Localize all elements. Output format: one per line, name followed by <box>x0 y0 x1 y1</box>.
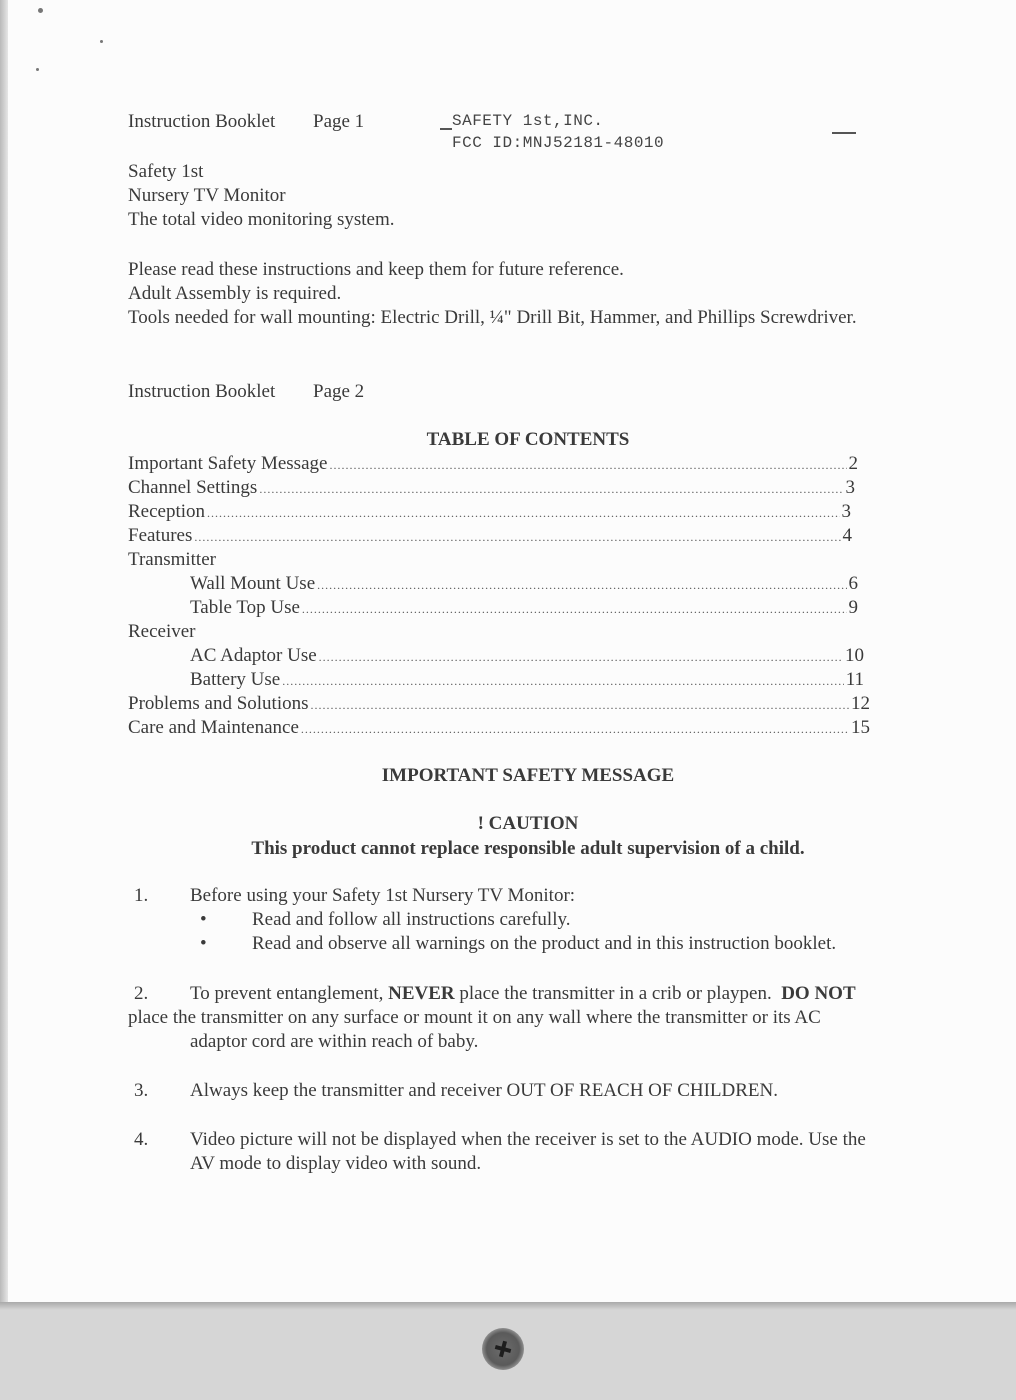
toc-entry-label: Features <box>128 525 193 546</box>
toc-dot-leader <box>282 669 843 693</box>
product-tagline: The total video monitoring system. <box>128 209 395 230</box>
item-2-donot: DO NOT <box>781 983 856 1004</box>
scan-speck <box>36 68 39 71</box>
scan-speck <box>100 40 103 43</box>
page-bottom-edge <box>0 1302 1016 1310</box>
toc-entry-page: 3 <box>841 501 851 522</box>
toc-entry-page: 2 <box>848 453 858 474</box>
toc-entry <box>128 548 216 572</box>
toc-dot-leader <box>207 501 839 525</box>
item-2-mid: place the transmitter in a crib or playpen. <box>454 983 782 1004</box>
toc-entry <box>128 692 870 716</box>
toc-dot-leader <box>259 477 843 501</box>
toc-dot-leader <box>301 717 849 741</box>
caution-text: This product cannot replace responsible adult supervision of a child. <box>251 838 805 859</box>
toc-entry-page: 9 <box>848 597 858 618</box>
scanner-left-edge <box>0 0 8 1305</box>
item-2-number: 2. <box>134 983 149 1004</box>
fcc-id: FCC ID:MNJ52181-48010 <box>452 134 665 152</box>
toc-entry <box>190 668 864 692</box>
toc-title: TABLE OF CONTENTS <box>426 429 630 450</box>
intro-assembly-required: Adult Assembly is required. <box>128 283 342 304</box>
toc-entry <box>128 716 870 740</box>
toc-entry <box>128 452 858 476</box>
toc-entry <box>128 476 855 500</box>
item-4-line-1: Video picture will not be displayed when the receiver is set to the AUDIO mode. Use the <box>190 1129 866 1150</box>
phillips-slot <box>493 1339 513 1359</box>
item-1-number: 1. <box>134 885 149 906</box>
bullet-icon: • <box>200 909 207 930</box>
header-dash-left <box>440 128 452 130</box>
toc-entry-label: Transmitter <box>128 549 216 570</box>
bullet-icon: • <box>200 933 207 954</box>
toc-entry-label: Problems and Solutions <box>128 693 309 714</box>
toc-dot-leader <box>319 645 843 669</box>
toc-dot-leader <box>311 693 849 717</box>
toc-entry-label: Important Safety Message <box>128 453 328 474</box>
item-4-line-2: AV mode to display video with sound. <box>190 1153 482 1174</box>
product-name: Nursery TV Monitor <box>128 185 286 206</box>
toc-entry-page: 6 <box>848 573 858 594</box>
toc-entry-label: AC Adaptor Use <box>190 645 317 666</box>
toc-entry-page: 15 <box>851 717 870 738</box>
company-name: SAFETY 1st,INC. <box>452 112 604 130</box>
brand-name: Safety 1st <box>128 161 204 182</box>
toc-dot-leader <box>302 597 847 621</box>
safety-title: IMPORTANT SAFETY MESSAGE <box>381 765 675 786</box>
item-3-text: Always keep the transmitter and receiver OUT OF REACH OF CHILDREN. <box>190 1080 779 1101</box>
item-3-number: 3. <box>134 1080 149 1101</box>
item-2-never: NEVER <box>388 983 455 1004</box>
toc-entry <box>190 572 858 596</box>
toc-entry-page: 4 <box>842 525 852 546</box>
toc-entry-label: Table Top Use <box>190 597 300 618</box>
toc-dot-leader <box>329 453 846 477</box>
item-4-number: 4. <box>134 1129 149 1150</box>
intro-tools-needed: Tools needed for wall mounting: Electric Drill, ¼" Drill Bit, Hammer, and Phillips Screwdriver. <box>128 307 857 328</box>
scan-speck <box>38 8 43 13</box>
toc-entry <box>128 620 196 644</box>
toc-entry <box>128 500 851 524</box>
caution-heading: ! CAUTION <box>477 813 579 834</box>
header-dash-right <box>832 132 856 134</box>
item-1-bullet-1: Read and follow all instructions carefully. <box>252 909 571 930</box>
toc-entry <box>190 644 864 668</box>
toc-dot-leader <box>317 573 846 597</box>
item-1-bullet-2: Read and observe all warnings on the product and in this instruction booklet. <box>252 933 837 954</box>
toc-entry-label: Wall Mount Use <box>190 573 316 594</box>
toc-entry-label: Reception <box>128 501 206 522</box>
intro-read-instructions: Please read these instructions and keep them for future reference. <box>128 259 624 280</box>
item-1-text: Before using your Safety 1st Nursery TV Monitor: <box>190 885 576 906</box>
toc-entry <box>128 524 852 548</box>
toc-entry-label: Channel Settings <box>128 477 258 498</box>
toc-entry-page: 3 <box>845 477 855 498</box>
toc-entry-label: Receiver <box>128 621 196 642</box>
toc-entry-page: 12 <box>851 693 870 714</box>
item-2-line-2: place the transmitter on any surface or mount it on any wall where the transmitter or its AC <box>128 1007 821 1028</box>
toc-entry-label: Care and Maintenance <box>128 717 299 738</box>
page2-page-number: Page 2 <box>313 381 365 402</box>
item-2-line-1 <box>190 982 856 1006</box>
item-2-line-3: adaptor cord are within reach of baby. <box>190 1031 479 1052</box>
toc-entry-label: Battery Use <box>190 669 281 690</box>
toc-entry-page: 11 <box>845 669 864 690</box>
toc-entry-page: 10 <box>845 645 864 666</box>
toc-entry <box>190 596 858 620</box>
item-2-pre: To prevent entanglement, <box>190 983 389 1004</box>
header-page-number: Page 1 <box>313 111 365 132</box>
screw-icon <box>482 1328 524 1370</box>
toc-dot-leader <box>194 525 840 549</box>
header-booklet-label: Instruction Booklet <box>128 111 276 132</box>
page2-booklet-label: Instruction Booklet <box>128 381 276 402</box>
